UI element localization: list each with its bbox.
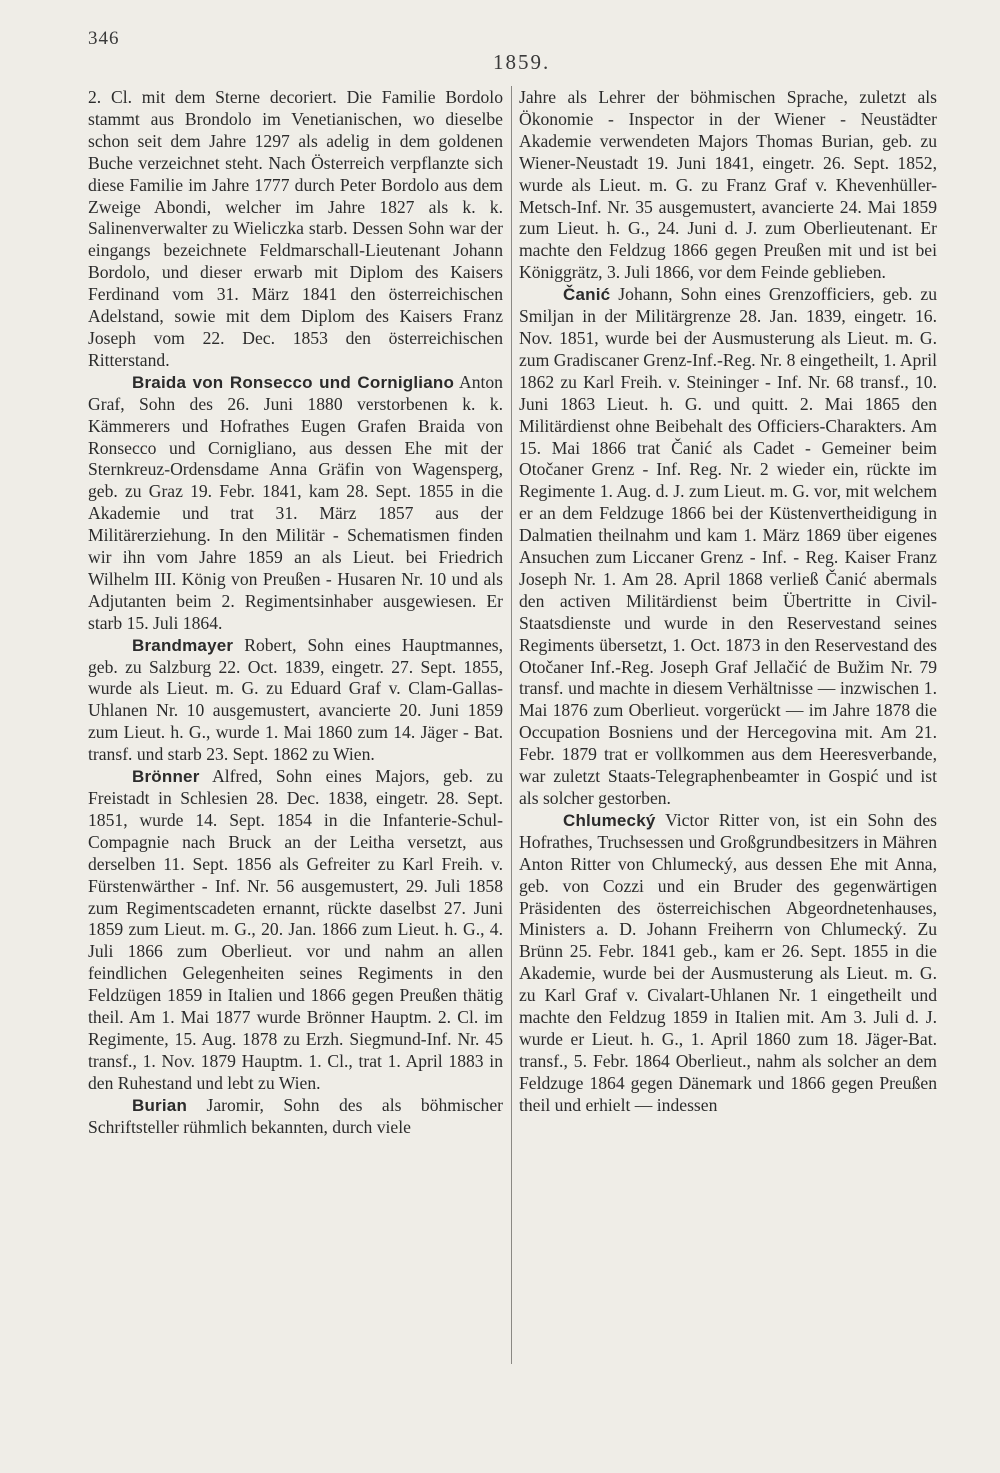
paragraph-text: 2. Cl. mit dem Sterne decoriert. Die Familie Bordolo stammt aus Brondolo im Venetianischen, wo dieselbe schon seit dem Jahre 1297 als adelig in dem goldenen Buche verzeichnet steht. Nach Österreich verpflanzte sich diese Familie im Jahre 1777 durch Peter Bordolo aus dem Zweige Abondi, welcher im Jahre 1827 als k. k. Salinenverwalter zu Wieliczka starb. Dessen Sohn war der eingangs bezeichnete Feldmarschall-Lieutenant Johann Bordolo, und dieser erwarb mit Diplom des Kaisers Ferdinand vom 31. März 1841 den österreichischen Adelstand, sowie mit dem Diplom des Kaisers Franz Joseph vom 22. Dec. 1853 den österreichischen Ritterstand. [88,87,503,370]
entry-text: Anton Graf, Sohn des 26. Juni 1880 verstorbenen k. k. Kämmerers und Hofrathes Eugen Grafen Braida von Ronsecco und Cornigliano, aus dessen Ehe mit der Sternkreuz-Ordensdame Anna Gräfin von Wagensperg, geb. zu Graz 19. Febr. 1841, kam 28. Sept. 1855 in die Akademie und trat 31. März 1857 aus der Militärerziehung. In den Militär - Schematismen finden wir ihn vom Jahre 1859 an als Lieut. bei Friedrich Wilhelm III. König von Preußen - Husaren Nr. 10 und als Adjutanten beim 2. Regimentsinhaber ausgewiesen. Er starb 15. Juli 1864. [88,371,503,633]
biography-entry-braida [88,372,503,635]
paragraph-continuation [88,87,503,372]
page-number: 346 [88,28,120,49]
entry-name: Burian [132,1095,188,1115]
entry-text: Johann, Sohn eines Grenzofficiers, geb. zu Smiljan in der Militärgrenze 28. Jan. 1839, eingetr. 16. Nov. 1851, wurde bei der Ausmusterung als Lieut. m. G. zum Gradiscaner Grenz-Inf.-Reg. Nr. 8 eingetheilt, 1. April 1862 zu Karl Freih. v. Steininger - Inf. Nr. 68 transf., 10. Juni 1863 Lieut. h. G. und quitt. 2. Mai 1865 den Militärdienst ohne Beibehalt des Officiers-Charakters. Am 15. Mai 1866 trat Čanić als Cadet - Gemeiner beim Otočaner Grenz - Inf. Reg. Nr. 2 wieder ein, rückte im Regimente 1. Aug. d. J. zum Lieut. m. G. vor, mit welchem er an dem Feldzuge 1866 bei der Küstenvertheidigung in Dalmatien theilnahm und kam 1. März 1869 über eigenes Ansuchen zum Liccaner Grenz - Inf. - Reg. Kaiser Franz Joseph Nr. 1. Am 28. April 1868 verließ Čanić abermals den activen Militärdienst beim Übertritte in Civil-Staatsdienste und wurde in den Reservestand seines Regiments übersetzt, 1. Oct. 1873 in den Reservestand des Otočaner Inf.-Reg. Joseph Graf Jellačić de Bužim Nr. 79 transf. und machte in diesem Verhältnisse — inzwischen 1. Mai 1876 zum Oberlieut. vorgerückt — im Jahre 1878 die Occupation Bosniens und der Hercegovina mit. Am 21. Febr. 1879 trat er vollkommen aus dem Heeresverbande, war zuletzt Staats-Telegraphenbeamter in Gospić und ist als solcher gestorben. [519,284,937,808]
column-divider [511,86,512,1364]
biography-entry-broenner [88,766,503,1095]
running-head-year: 1859. [493,50,551,74]
entry-name: Braida von Ronsecco und Cornigliano [132,372,455,392]
right-text-column [519,87,937,1117]
entry-name: Brandmayer [132,635,234,655]
biography-entry-burian [88,1095,503,1139]
entry-text: Jaromir, Sohn des als böhmischer Schriftsteller rühmlich bekannten, durch viele [88,1094,503,1137]
entry-text: Alfred, Sohn eines Majors, geb. zu Freistadt in Schlesien 28. Dec. 1838, eingetr. 28. Sept. 1851, wurde 14. Sept. 1854 in die Infanterie-Schul-Compagnie nach Bruck an der Leitha versetzt, aus derselben 11. Sept. 1856 als Gefreiter zu Karl Freih. v. Fürstenwärther - Inf. Nr. 56 ausgemustert, 29. Juli 1858 zum Regimentscadeten ernannt, rückte daselbst 27. Juni 1859 zum Lieut. m. G., 20. Jan. 1866 zum Lieut. h. G., 4. Juli 1866 zum Oberlieut. vor und nahm an allen feindlichen Gelegenheiten seines Regiments in den Feldzügen 1859 in Italien und 1866 gegen Preußen thätig theil. Am 1. Mai 1877 wurde Brönner Hauptm. 2. Cl. im Regimente, 15. Aug. 1878 zu Erzh. Siegmund-Inf. Nr. 45 transf., 1. Nov. 1879 Hauptm. 1. Cl., trat 1. April 1883 in den Ruhestand und lebt zu Wien. [88,766,503,1093]
entry-name: Brönner [132,767,200,787]
entry-name: Chlumecký [563,810,656,830]
biography-entry-brandmayer [88,635,503,766]
entry-text: Robert, Sohn eines Hauptmannes, geb. zu Salzburg 22. Oct. 1839, eingetr. 27. Sept. 1855, wurde als Lieut. m. G. zu Eduard Graf v. Clam-Gallas-Uhlanen Nr. 10 ausgemustert, avancierte 20. Juni 1859 zum Lieut. h. G., wurde 1. Mai 1860 zum 14. Jäger - Bat. transf. und starb 23. Sept. 1862 zu Wien. [88,634,503,765]
paragraph-text: Jahre als Lehrer der böhmischen Sprache, zuletzt als Ökonomie - Inspector in der Wiener - Neustädter Akademie verwendeten Majors Thomas Burian, geb. zu Wiener-Neustadt 19. Juni 1841, eingetr. 26. Sept. 1852, wurde als Lieut. m. G. zu Franz Graf v. Khevenhüller-Metsch-Inf. Nr. 35 ausgemustert, avancierte 24. Mai 1859 zum Lieut. h. G., 24. Juni d. J. zum Oberlieutenant. Er machte den Feldzug 1866 gegen Preußen mit und ist bei Königgrätz, 3. Juli 1866, vor dem Feinde geblieben. [519,87,937,283]
biography-entry-canic [519,284,937,810]
paragraph-continuation [519,87,937,284]
left-text-column [88,87,503,1139]
biography-entry-chlumecky [519,810,937,1117]
entry-text: Victor Ritter von, ist ein Sohn des Hofrathes, Truchsessen und Großgrundbesitzers in Mähren Anton Ritter von Chlumecký, aus dessen Ehe mit Anna, geb. von Cozzi und ein Bruder des gegenwärtigen Präsidenten des österreichischen Abgeordnetenhauses, Ministers a. D. Johann Freiherrn von Chlumecký. Zu Brünn 25. Febr. 1841 geb., kam er 26. Sept. 1855 in die Akademie, wurde bei der Ausmusterung als Lieut. m. G. zu Karl Graf v. Civalart-Uhlanen Nr. 1 eingetheilt und machte den Feldzug 1859 in Italien mit. Am 3. Juli d. J. wurde er Lieut. h. G., 1. April 1860 zum 18. Jäger-Bat. transf., 5. Febr. 1864 Oberlieut., nahm als solcher an dem Feldzuge 1864 gegen Dänemark und 1866 gegen Preußen theil und erhielt — indessen [519,809,937,1115]
entry-name: Čanić [563,285,611,305]
